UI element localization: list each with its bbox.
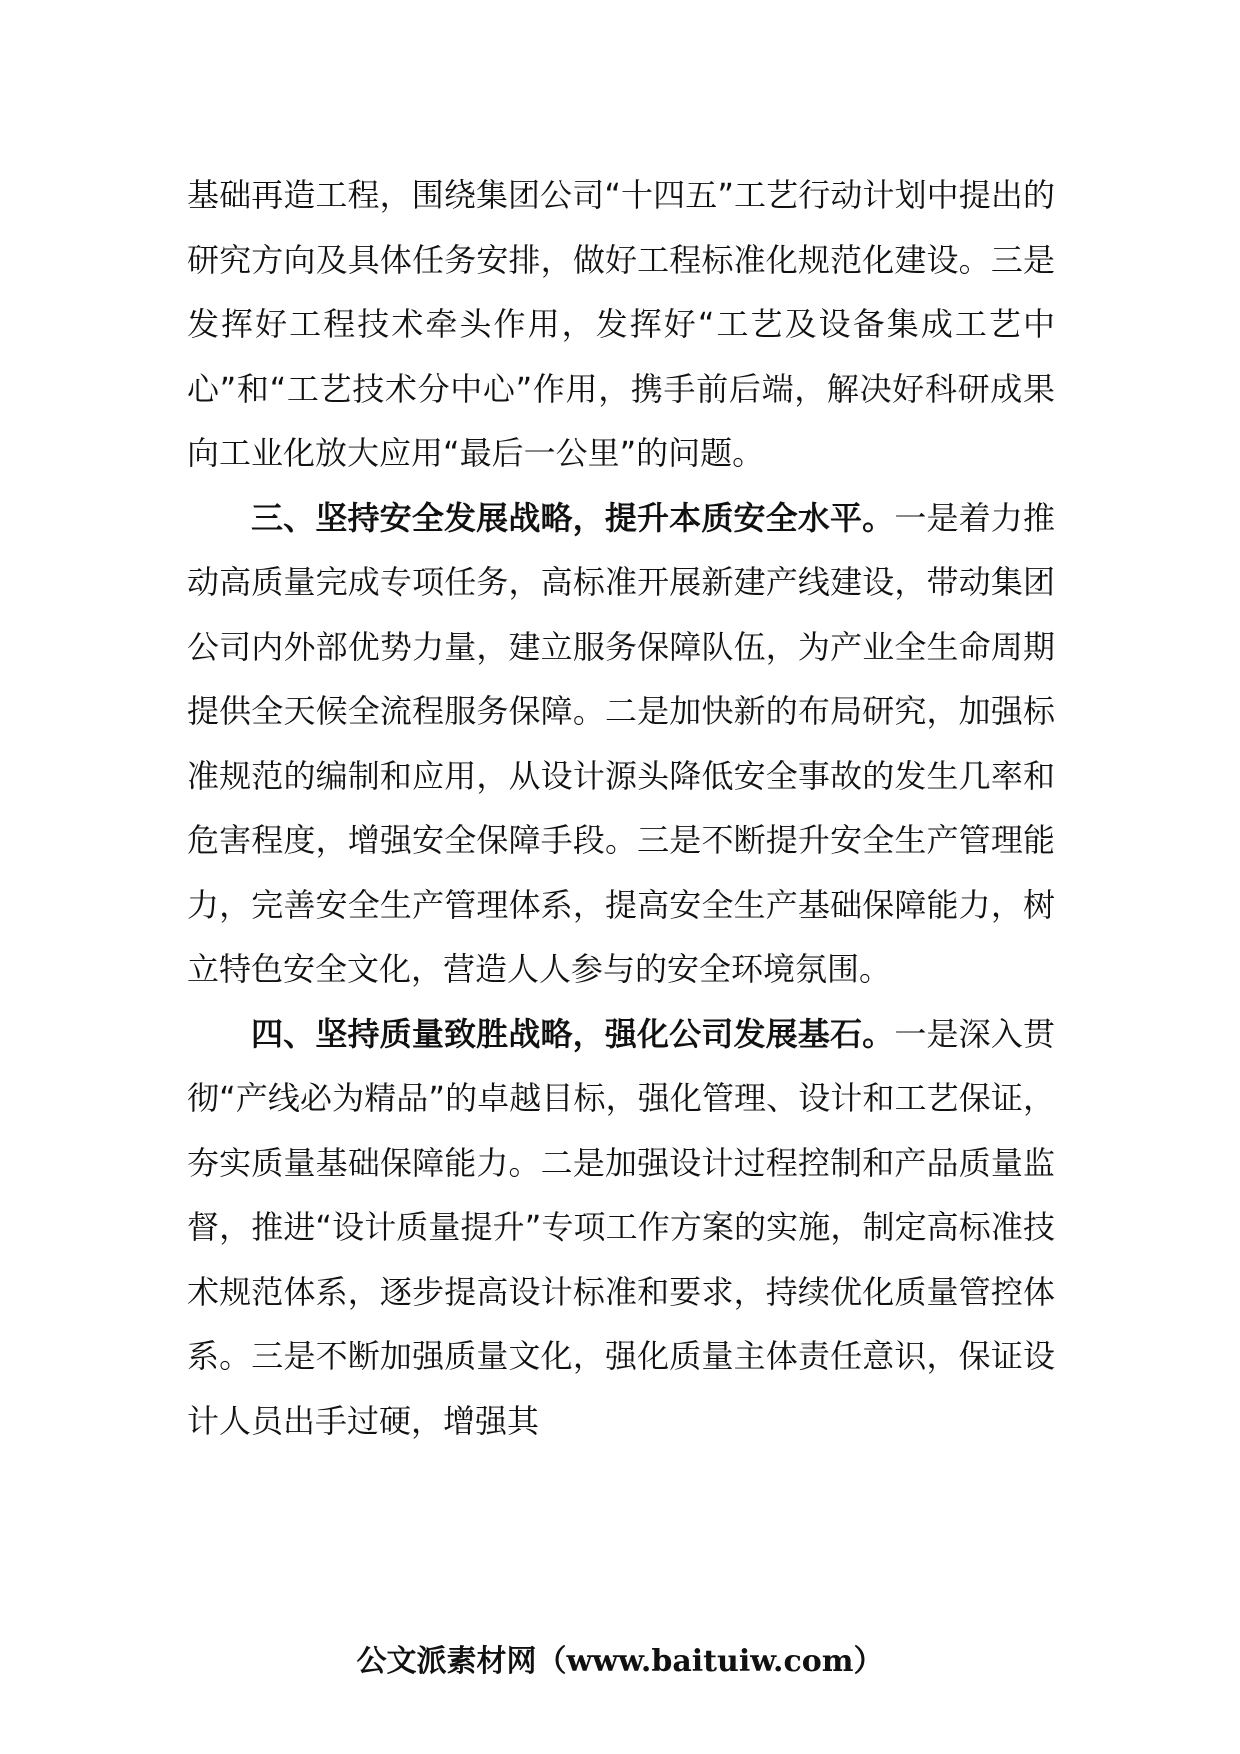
- paragraph-quality-strategy: [187, 1002, 1055, 1454]
- paragraph-text: 一是深入贯彻“产线必为精品”的卓越目标，强化管理、设计和工艺保证，夯实质量基础保障能力。二是加强设计过程控制和产品质量监督，推进“设计质量提升”专项工作方案的实施，制定高标准技术规范体系，逐步提高设计标准和要求，持续优化质量管控体系。三是不断加强质量文化，强化质量主体责任意识，保证设计人员出手过硬，增强其: [187, 1014, 1055, 1440]
- paragraph-text: 基础再造工程，围绕集团公司“十四五”工艺行动计划中提出的研究方向及具体任务安排，做好工程标准化规范化建设。三是发挥好工程技术牵头作用，发挥好“工艺及设备集成工艺中心”和“工艺技术分中心”作用，携手前后端，解决好科研成果向工业化放大应用“最后一公里”的问题。: [187, 176, 1055, 472]
- watermark-footer: 公文派素材网（www.baituiw.com）: [356, 1644, 884, 1679]
- paragraph-continuation: [187, 163, 1055, 486]
- paragraph-heading: 四、坚持质量致胜战略，强化公司发展基石。: [251, 1014, 895, 1053]
- document-body: [187, 163, 1055, 1453]
- paragraph-text: 一是着力推动高质量完成专项任务，高标准开展新建产线建设，带动集团公司内外部优势力量，建立服务保障队伍，为产业全生命周期提供全天候全流程服务保障。二是加快新的布局研究，加强标准规范的编制和应用，从设计源头降低安全事故的发生几率和危害程度，增强安全保障手段。三是不断提升安全生产管理能力，完善安全生产管理体系，提高安全生产基础保障能力，树立特色安全文化，营造人人参与的安全环境氛围。: [187, 498, 1055, 988]
- paragraph-safety-strategy: [187, 486, 1055, 1002]
- paragraph-heading: 三、坚持安全发展战略，提升本质安全水平。: [251, 498, 895, 537]
